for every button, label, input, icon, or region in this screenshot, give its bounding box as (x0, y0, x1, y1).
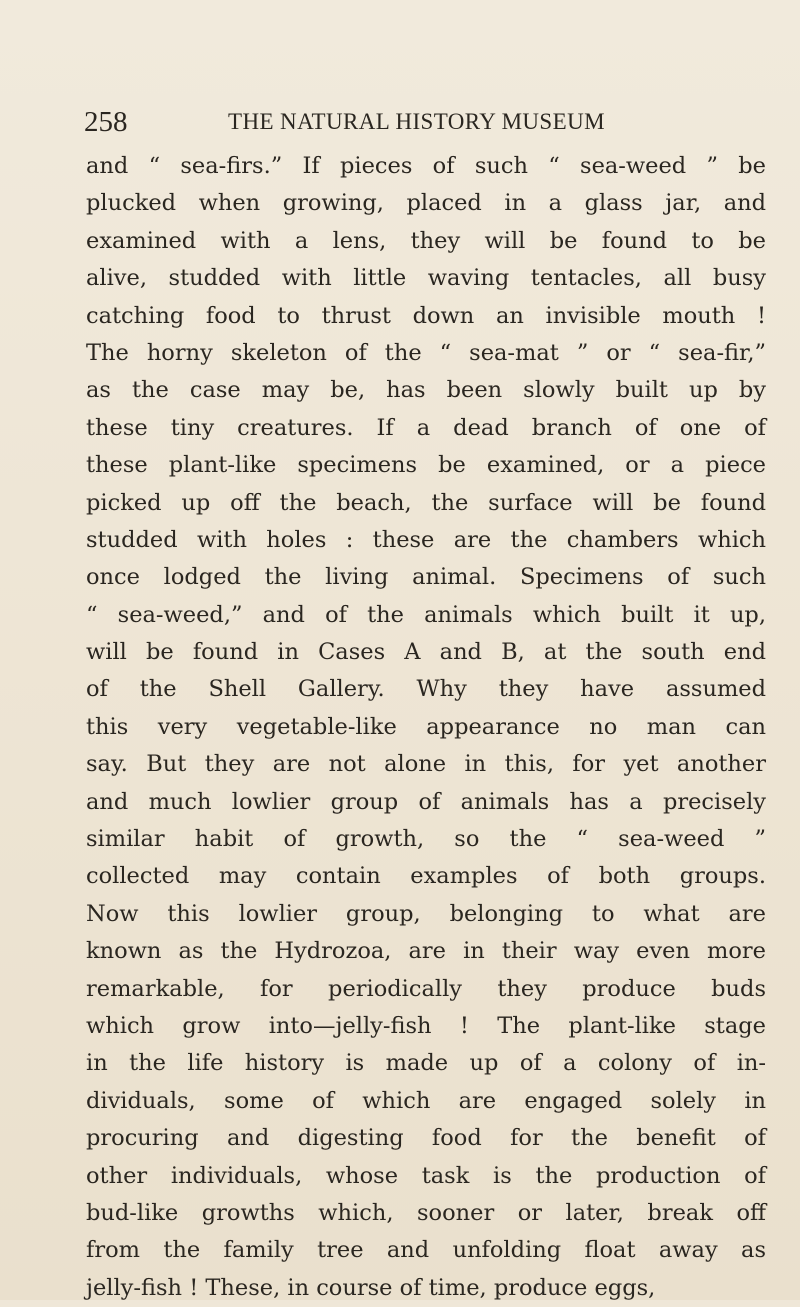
text-line: known as the Hydrozoa, are in their way even more (86, 938, 766, 965)
text-line: alive, studded with little waving tentacles, all busy (86, 265, 766, 292)
text-line: other individuals, whose task is the production of (86, 1162, 766, 1189)
text-line: catching food to thrust down an invisible mouth ! (86, 302, 766, 329)
text-line: once lodged the living animal. Specimens of such (86, 564, 766, 591)
body-text (86, 148, 766, 1307)
text-line: picked up off the beach, the surface will be found (86, 489, 766, 516)
text-line: collected may contain examples of both groups. (86, 863, 766, 890)
text-line: as the case may be, has been slowly built up by (86, 377, 766, 404)
text-line: in the life history is made up of a colony of in- (86, 1050, 766, 1077)
page-header (84, 102, 764, 142)
page-number: 258 (84, 106, 128, 138)
text-line: bud-like growths which, sooner or later, break off (86, 1199, 766, 1226)
running-head: THE NATURAL HISTORY MUSEUM (228, 109, 605, 134)
text-line: similar habit of growth, so the “ sea-weed ” (86, 826, 766, 853)
text-line: and “ sea-firs.” If pieces of such “ sea-weed ” be (86, 153, 766, 179)
text-line: Now this lowlier group, belonging to what are (86, 900, 766, 927)
text-line: will be found in Cases A and B, at the south end (86, 639, 766, 666)
text-line: dividuals, some of which are engaged solely in (86, 1087, 766, 1114)
text-line: studded with holes : these are the chambers which (86, 526, 766, 553)
text-line: from the family tree and unfolding float away as (86, 1237, 766, 1264)
text-line: “ sea-weed,” and of the animals which built it up, (86, 601, 766, 628)
text-line: examined with a lens, they will be found to be (86, 227, 766, 254)
text-line: remarkable, for periodically they produce buds (86, 975, 766, 1002)
text-line: The horny skeleton of the “ sea-mat ” or “ sea-fir,” (86, 339, 766, 366)
text-line: and much lowlier group of animals has a precisely (86, 788, 766, 815)
text-line: which grow into—jelly-fish ! The plant-like stage (86, 1012, 766, 1039)
text-line: these tiny creatures. If a dead branch of one of (86, 414, 766, 441)
text-line: of the Shell Gallery. Why they have assumed (86, 676, 766, 703)
text-line: procuring and digesting food for the benefit of (86, 1125, 766, 1152)
text-line: these plant-like specimens be examined, or a piece (86, 452, 766, 479)
text-line: plucked when growing, placed in a glass jar, and (86, 190, 766, 217)
text-line: jelly-fish ! These, in course of time, produce eggs, (86, 1274, 656, 1301)
text-line: say. But they are not alone in this, for yet another (86, 751, 766, 778)
text-line: this very vegetable-like appearance no man can (86, 713, 766, 740)
